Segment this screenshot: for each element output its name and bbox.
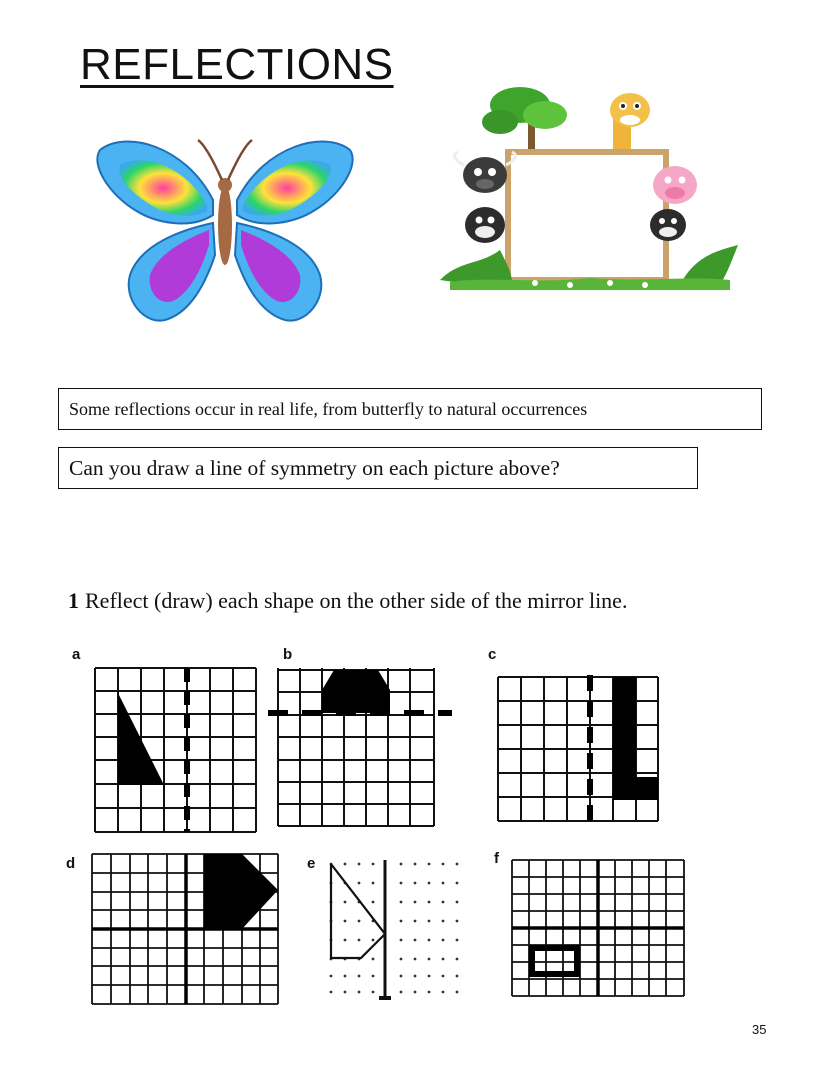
info-text: Some reflections occur in real life, from butterfly to natural occurrences [69, 398, 588, 419]
prompt-text: Can you draw a line of symmetry on each picture above? [69, 455, 560, 480]
page-title: REFLECTIONS [80, 40, 394, 89]
label-f: f [494, 850, 499, 867]
label-b: b [283, 646, 293, 663]
butterfly-image [95, 135, 355, 330]
label-e: e [307, 855, 316, 872]
grid-d [92, 854, 280, 1006]
exercise-heading [68, 588, 627, 614]
prompt-box [58, 447, 698, 489]
grid-b [268, 668, 452, 828]
grid-f [512, 858, 686, 998]
label-c: c [488, 646, 497, 663]
info-box [58, 388, 762, 430]
label-a: a [72, 646, 81, 663]
exercise-text: Reflect (draw) each shape on the other side of the mirror line. [85, 588, 628, 613]
grid-c [498, 675, 660, 821]
dot-grid-e [325, 858, 465, 1003]
label-d: d [66, 855, 76, 872]
exercise-number: 1 [68, 588, 79, 613]
animal-frame-image [440, 80, 740, 295]
page-number: 35 [752, 1022, 767, 1037]
grid-a [95, 668, 258, 832]
